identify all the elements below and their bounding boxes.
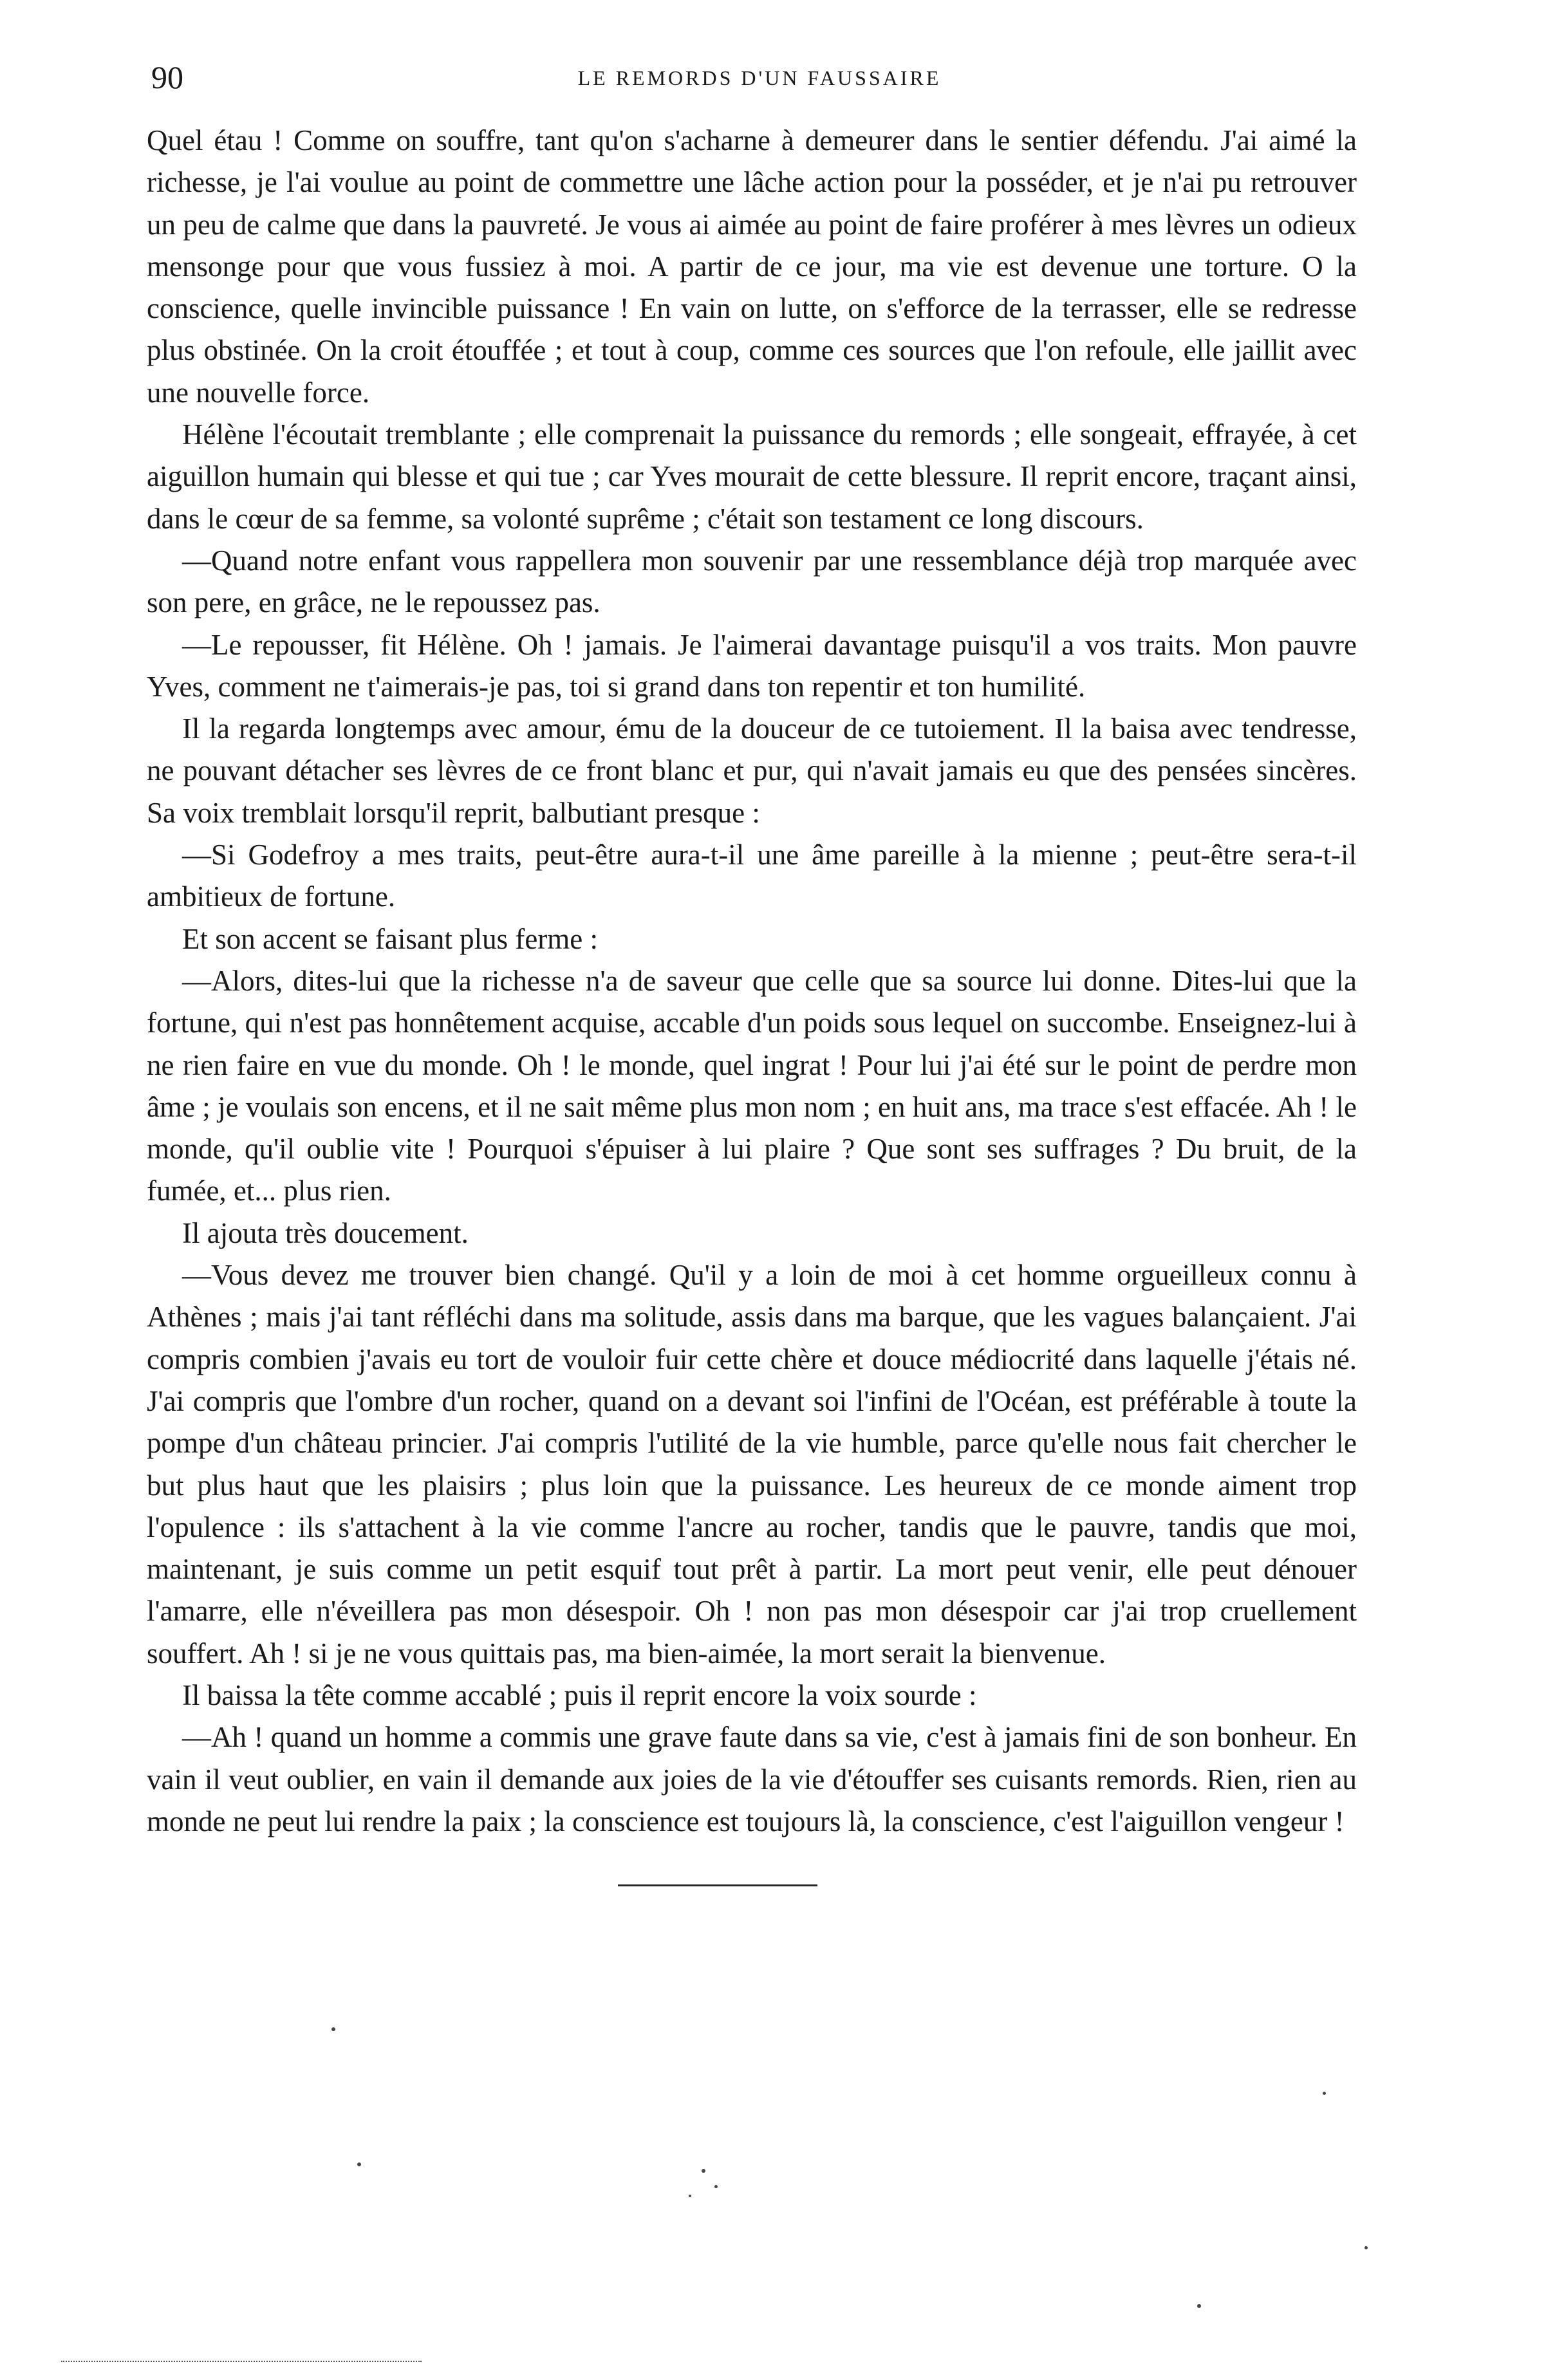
paragraph: Il ajouta très doucement.	[182, 1216, 469, 1249]
scan-speck	[1197, 2304, 1201, 2308]
scan-artifact-line	[61, 2361, 422, 2362]
paragraph: —Vous devez me trouver bien changé. Qu'il y a loin de moi à cet homme orgueilleux connu à Athènes ; mais j'ai tant réfléchi dans ma solitude, assis dans ma barque, que les vagues balançaient. J'ai compris combien j'avais eu tort de vouloir fuir cette chère et douce médiocrité dans laquelle j'étais né. J'ai compris que l'ombre d'un rocher, quand on a devant soi l'infini de l'Océan, est préférable à toute la pompe d'un château princier. J'ai compris l'utilité de la vie humble, parce qu'elle nous fait chercher le but plus haut que les plaisirs ; plus loin que la puissance. Les heureux de ce monde aiment trop l'opulence : ils s'attachent à la vie comme l'ancre au rocher, tandis que le pauvre, tandis que moi, maintenant, je suis comme un petit esquif tout prêt à partir. La mort peut venir, elle peut dénouer l'amarre, elle n'éveillera pas mon désespoir. Oh ! non pas mon désespoir car j'ai trop cruellement souffert. Ah ! si je ne vous quittais pas, ma bien-aimée, la mort serait la bienvenue.	[147, 1259, 1357, 1669]
scan-speck	[702, 2169, 705, 2173]
page-number: 90	[151, 59, 183, 95]
paragraph: Quel étau ! Comme on souffre, tant qu'on s'acharne à demeurer dans le sentier défendu. J'ai aimé la richesse, je l'ai voulue au point de commettre une lâche action pour la posséder, et je n'ai pu retrouver un peu de calme que dans la pauvreté. Je vous ai aimée au point de faire proférer à mes lèvres un odieux mensonge pour que vous fussiez à moi. A partir de ce jour, ma vie est devenue une torture. O la conscience, quelle invincible puissance ! En vain on lutte, on s'efforce de la terrasser, elle se redresse plus obstinée. On la croit étouffée ; et tout à coup, comme ces sources que l'on refoule, elle jaillit avec une nouvelle force.	[147, 124, 1357, 409]
paragraph: —Si Godefroy a mes traits, peut-être aura-t-il une âme pareille à la mienne ; peut-être sera-t-il ambitieux de fortune.	[147, 839, 1357, 913]
scan-speck	[357, 2162, 361, 2166]
scan-speck	[331, 2027, 335, 2031]
paragraph: Et son accent se faisant plus ferme :	[182, 922, 599, 955]
scan-speck	[1323, 2092, 1326, 2095]
body-text	[147, 120, 1357, 1843]
scan-speck	[689, 2195, 691, 2197]
running-title: LE REMORDS D'UN FAUSSAIRE	[577, 66, 942, 89]
paragraph: Hélène l'écoutait tremblante ; elle comprenait la puissance du remords ; elle songeait, effrayée, à cet aiguillon humain qui blesse et qui tue ; car Yves mourait de cette blessure. Il reprit encore, traçant ainsi, dans le cœur de sa femme, sa volonté suprême ; c'était son testament ce long discours.	[147, 418, 1357, 535]
paragraph: —Quand notre enfant vous rappellera mon souvenir par une ressemblance déjà trop marquée avec son pere, en grâce, ne le repoussez pas.	[147, 544, 1357, 619]
paragraph: —Ah ! quand un homme a commis une grave faute dans sa vie, c'est à jamais fini de son bonheur. En vain il veut oublier, en vain il demande aux joies de la vie d'étouffer ses cuisants remords. Rien, rien au monde ne peut lui rendre la paix ; la conscience est toujours là, la conscience, c'est l'aiguillon vengeur !	[147, 1721, 1357, 1837]
scan-speck	[714, 2185, 718, 2188]
paragraph: Il la regarda longtemps avec amour, ému de la douceur de ce tutoiement. Il la baisa avec tendresse, ne pouvant détacher ses lèvres de ce front blanc et pur, qui n'avait jamais eu que des pensées sincères. Sa voix tremblait lorsqu'il reprit, balbutiant presque :	[147, 712, 1357, 829]
paragraph: —Alors, dites-lui que la richesse n'a de saveur que celle que sa source lui donne. Dites-lui que la fortune, qui n'est pas honnêtement acquise, accable d'un poids sous lequel on succombe. Enseignez-lui à ne rien faire en vue du monde. Oh ! le monde, quel ingrat ! Pour lui j'ai été sur le point de perdre mon âme ; je voulais son encens, et il ne sait même plus mon nom ; en huit ans, ma trace s'est effacée. Ah ! le monde, qu'il oublie vite ! Pourquoi s'épuiser à lui plaire ? Que sont ses suffrages ? Du bruit, de la fumée, et... plus rien.	[147, 964, 1357, 1207]
end-rule	[618, 1884, 817, 1886]
running-head	[151, 58, 1368, 97]
scan-speck	[1364, 2246, 1368, 2249]
paragraph: Il baissa la tête comme accablé ; puis il reprit encore la voix sourde :	[182, 1678, 977, 1711]
paragraph: —Le repousser, fit Hélène. Oh ! jamais. Je l'aimerai davantage puisqu'il a vos traits. Mon pauvre Yves, comment ne t'aimerais-je pas, toi si grand dans ton repentir et ton humilité.	[147, 628, 1357, 703]
